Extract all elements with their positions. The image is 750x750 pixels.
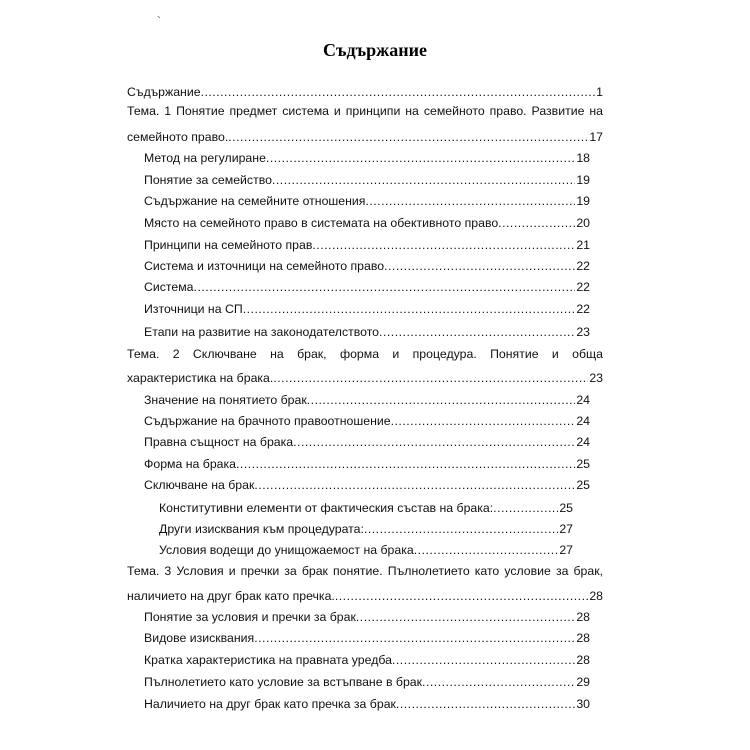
toc-entry-label: Принципи на семейното прав bbox=[144, 238, 313, 252]
toc-entry[interactable] bbox=[144, 456, 590, 472]
toc-entry-label: Място на семейното право в системата на обективното право bbox=[144, 216, 499, 230]
toc-entry-label: Наличието на друг брак като пречка за брак bbox=[144, 697, 396, 711]
toc-leader-dots bbox=[356, 609, 575, 625]
toc-leader-dots bbox=[266, 150, 575, 166]
toc-entry[interactable] bbox=[144, 434, 590, 450]
toc-entry[interactable] bbox=[144, 172, 590, 188]
toc-leader-dots bbox=[236, 456, 575, 472]
toc-page-number: 27 bbox=[559, 522, 573, 536]
toc-entry-label: Източници на СП bbox=[144, 302, 243, 316]
toc-page-number: 18 bbox=[576, 151, 590, 165]
toc-entry-label: Понятие за семейство bbox=[144, 173, 272, 187]
toc-entry-label: Форма на брака bbox=[144, 457, 236, 471]
toc-entry[interactable] bbox=[144, 696, 590, 712]
toc-leader-dots bbox=[194, 279, 576, 295]
toc-entry[interactable] bbox=[144, 652, 590, 668]
toc-leader-dots bbox=[254, 630, 575, 646]
toc-leader-dots bbox=[307, 392, 576, 408]
toc-page-number: 23 bbox=[576, 325, 590, 339]
toc-entry-label: Условия водещи до унищожаемост на брака bbox=[159, 543, 414, 557]
toc-entry[interactable] bbox=[144, 477, 590, 493]
toc-leader-dots bbox=[228, 129, 588, 145]
toc-entry[interactable] bbox=[144, 324, 590, 340]
toc-entry[interactable] bbox=[127, 129, 603, 145]
toc-entry-label: Етапи на развитие на законодателството bbox=[144, 325, 380, 339]
toc-entry[interactable] bbox=[144, 301, 590, 317]
toc-page-number: 1 bbox=[596, 85, 603, 99]
toc-page-number: 19 bbox=[576, 173, 590, 187]
toc-page-number: 28 bbox=[576, 610, 590, 624]
toc-entry-label: Сключване на брак bbox=[144, 478, 255, 492]
toc-entry-label: Съдържание на брачното правоотношение bbox=[144, 414, 391, 428]
toc-page-number: 28 bbox=[576, 653, 590, 667]
toc-leader-dots bbox=[293, 434, 575, 450]
toc-page-number: 22 bbox=[576, 280, 590, 294]
toc-entry-label: Значение на понятието брак bbox=[144, 393, 307, 407]
toc-entry-label: Правна същност на брака bbox=[144, 435, 294, 449]
toc-entry-label: Видове изисквания bbox=[144, 631, 255, 645]
toc-entry[interactable] bbox=[159, 542, 573, 558]
toc-entry[interactable] bbox=[159, 500, 573, 516]
toc-entry[interactable] bbox=[144, 150, 590, 166]
toc-page-number: 24 bbox=[576, 435, 590, 449]
toc-page-number: 25 bbox=[576, 457, 590, 471]
toc-entry[interactable] bbox=[159, 521, 573, 537]
toc-leader-dots bbox=[273, 370, 588, 386]
toc-leader-dots bbox=[254, 477, 575, 493]
toc-page-number: 17 bbox=[589, 130, 603, 144]
toc-entry-label: Конститутивни елементи от фактическия състав на брака: bbox=[159, 501, 494, 515]
toc-page-number: 24 bbox=[576, 393, 590, 407]
toc-leader-dots bbox=[379, 324, 575, 340]
toc-page-number: 24 bbox=[576, 414, 590, 428]
toc-entry-label: Система и източници на семейното право bbox=[144, 259, 385, 273]
toc-entry[interactable] bbox=[144, 258, 590, 274]
toc-entry[interactable] bbox=[144, 193, 590, 209]
stray-mark: ` bbox=[157, 14, 161, 28]
toc-leader-dots bbox=[335, 588, 588, 604]
toc-entry-label: Съдържание bbox=[127, 85, 201, 99]
toc-entry-label: Други изисквания към процедурата: bbox=[159, 522, 364, 536]
toc-leader-dots bbox=[384, 258, 575, 274]
toc-entry-label: Система bbox=[144, 280, 194, 294]
toc-page-number: 21 bbox=[576, 238, 590, 252]
toc-leader-dots bbox=[414, 542, 559, 558]
toc-leader-dots bbox=[498, 215, 575, 231]
toc-entry-label: наличието на друг брак като пречка. bbox=[127, 589, 335, 603]
toc-leader-dots bbox=[365, 193, 575, 209]
toc-page-number: 28 bbox=[576, 631, 590, 645]
toc-entry-label: Понятие за условия и пречки за брак bbox=[144, 610, 356, 624]
toc-entry[interactable] bbox=[144, 392, 590, 408]
toc-entry[interactable] bbox=[144, 413, 590, 429]
toc-entry-label: Пълнолетието като условие за встъпване в брак bbox=[144, 675, 423, 689]
toc-page-number: 27 bbox=[559, 543, 573, 557]
toc-entry-label: Метод на регулиране bbox=[144, 151, 266, 165]
toc-entry[interactable] bbox=[127, 370, 603, 386]
toc-leader-dots bbox=[396, 696, 575, 712]
toc-page-number: 30 bbox=[576, 697, 590, 711]
toc-page-number: 25 bbox=[576, 478, 590, 492]
toc-page-number: 28 bbox=[589, 589, 603, 603]
toc-entry-label: характеристика на брака. bbox=[127, 371, 274, 385]
toc-leader-dots bbox=[422, 674, 575, 690]
toc-entry[interactable] bbox=[144, 630, 590, 646]
toc-page-number: 22 bbox=[576, 302, 590, 316]
toc-leader-dots bbox=[312, 237, 575, 253]
toc-page-number: 22 bbox=[576, 259, 590, 273]
toc-entry[interactable] bbox=[127, 588, 603, 604]
page-title: Съдържание bbox=[323, 40, 427, 60]
toc-heading-line: Тема. 3 Условия и пречки за брак понятие. Пълнолетието като условие за брак, bbox=[127, 564, 603, 578]
toc-leader-dots bbox=[392, 652, 575, 668]
toc-leader-dots bbox=[243, 301, 576, 317]
toc-entry[interactable] bbox=[144, 237, 590, 253]
toc-entry[interactable] bbox=[144, 674, 590, 690]
toc-heading-line: Тема. 2 Сключване на брак, форма и процедура. Понятие и обща bbox=[127, 347, 603, 361]
toc-leader-dots bbox=[201, 84, 596, 100]
toc-entry[interactable] bbox=[144, 279, 590, 295]
toc-entry-label: семейното право. bbox=[127, 130, 229, 144]
toc-heading-line: Тема. 1 Понятие предмет система и принципи на семейното право. Развитие на bbox=[127, 104, 603, 118]
toc-page-number: 19 bbox=[576, 194, 590, 208]
toc-leader-dots bbox=[364, 521, 558, 537]
toc-entry-label: Съдържание на семейните отношения bbox=[144, 194, 366, 208]
toc-leader-dots bbox=[272, 172, 575, 188]
toc-page-number: 23 bbox=[589, 371, 603, 385]
toc-entry[interactable] bbox=[127, 84, 603, 100]
toc-page-number: 25 bbox=[559, 501, 573, 515]
toc-entry[interactable] bbox=[144, 215, 590, 231]
toc-leader-dots bbox=[493, 500, 558, 516]
toc-entry-label: Кратка характеристика на правната уредба bbox=[144, 653, 392, 667]
toc-leader-dots bbox=[391, 413, 576, 429]
toc-entry[interactable] bbox=[144, 609, 590, 625]
toc-page-number: 20 bbox=[576, 216, 590, 230]
toc-page-number: 29 bbox=[576, 675, 590, 689]
